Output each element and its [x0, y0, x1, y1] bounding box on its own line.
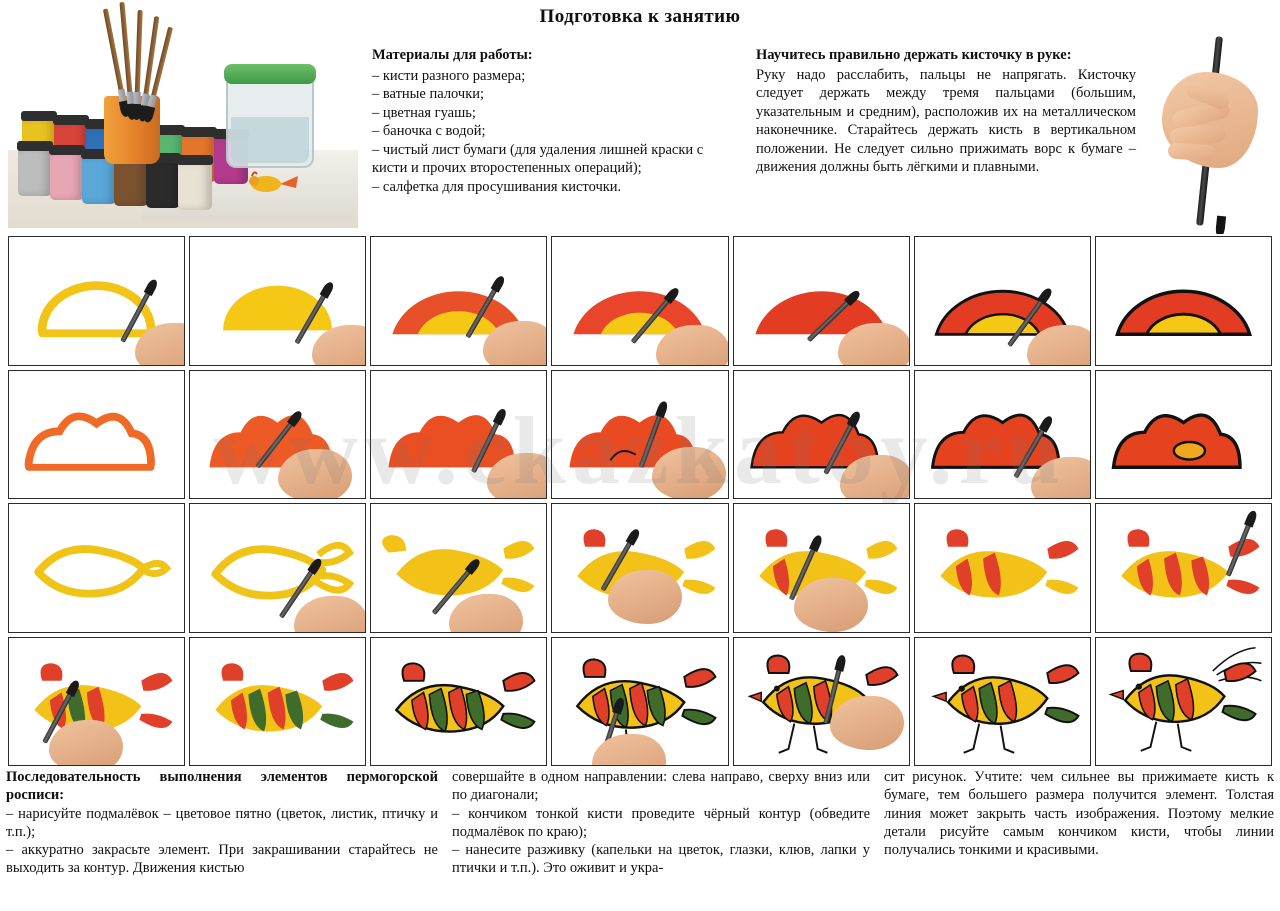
materials-block — [372, 46, 736, 196]
sequence-final-text: сит рисунок. Учтите: чем сильнее вы прижимаете кисть к бумаге, тем большего размера получится элемент. Толстая линия может закрыть часть изображения. Поэтому мелкие детали рисуйте самым кончиком кисти, чтобы линии получались тонкими и красивыми. — [884, 769, 1274, 859]
step-cell — [914, 503, 1091, 633]
gouache-jar — [18, 148, 52, 196]
step-number — [718, 488, 726, 497]
sequence-heading: Последовательность выполнения элементов пермогорской росписи: — [6, 769, 438, 804]
step-illustration — [915, 504, 1090, 630]
steps-grid — [8, 236, 1272, 766]
step-illustration — [9, 504, 184, 630]
hold-brush-block — [756, 46, 1136, 177]
list-item: – салфетка для просушивания кисточки. — [372, 178, 736, 197]
sequence-item: – кончиком тонкой кисти проведите чёрный контур (обведите подмалёвок по краю); — [452, 805, 870, 842]
sequence-item: – нанесите разживку (капельки на цветок, глазки, клюв, лапки у птички и т.п.). Это оживит и укра- — [452, 841, 870, 878]
step-cell — [1095, 370, 1272, 500]
step-cell — [551, 503, 728, 633]
step-cell — [733, 637, 910, 767]
step-illustration — [371, 638, 546, 764]
step-number — [178, 488, 182, 497]
water-jar — [226, 78, 314, 168]
water — [231, 117, 309, 163]
list-item: – кисти разного размера; — [372, 67, 736, 86]
hand-holding-brush-photo — [1140, 24, 1280, 234]
painted-bird-sample — [240, 168, 300, 198]
step-illustration — [190, 638, 365, 764]
step-number — [1080, 755, 1088, 764]
step-cell — [8, 637, 185, 767]
step-cell — [189, 503, 366, 633]
sequence-continuation: совершайте в одном направлении: слева направо, сверху вниз или по диагонали; — [452, 769, 870, 804]
step-number — [1080, 488, 1088, 497]
step-number — [899, 488, 907, 497]
step-cell — [1095, 503, 1272, 633]
step-cell — [914, 370, 1091, 500]
step-cell — [1095, 236, 1272, 366]
sequence-item: – нарисуйте подмалёвок – цветовое пятно (цветок, листик, птичку и т.п.); — [6, 805, 438, 842]
step-cell — [733, 503, 910, 633]
list-item: – чистый лист бумаги (для удаления лишней краски с кисти и прочих второстепенных операций); — [372, 141, 736, 178]
step-number — [1265, 355, 1269, 364]
step-cell — [914, 236, 1091, 366]
water-jar-cap — [224, 64, 316, 84]
hold-brush-paragraph: Руку надо расслабить, пальцы не напрягать. Кисточку следует держать между тремя пальцами (большим, указательным и средним), расположив их на металлическом наконечнике. Старайтесь держать кисть в вертикальном положении. Не следует сильно прижимать ворс к бумаге – движения должны быть лёгкими и плавными. — [756, 66, 1136, 176]
step-illustration — [1096, 638, 1271, 764]
mini-hand — [278, 449, 352, 500]
step-cell — [551, 637, 728, 767]
step-illustration — [9, 371, 184, 497]
step-number — [536, 488, 544, 497]
step-cell — [733, 236, 910, 366]
hold-brush-heading: Научитесь правильно держать кисточку в руке: — [756, 47, 1072, 63]
mini-hand — [794, 578, 868, 632]
step-cell — [8, 236, 185, 366]
step-cell — [370, 637, 547, 767]
step-cell — [8, 503, 185, 633]
step-number — [536, 622, 544, 631]
step-number — [540, 355, 544, 364]
step-number — [1261, 755, 1269, 764]
step-number — [1261, 488, 1269, 497]
step-number — [1261, 622, 1269, 631]
step-number — [1080, 622, 1088, 631]
materials-heading: Материалы для работы: — [372, 47, 533, 63]
bottom-column-2 — [452, 768, 870, 908]
step-number — [899, 622, 907, 631]
step-cell — [551, 236, 728, 366]
step-number — [355, 755, 363, 764]
mini-hand — [608, 570, 682, 624]
gouache-jar — [146, 160, 180, 208]
step-number — [903, 355, 907, 364]
supplies-photo — [8, 0, 358, 228]
list-item: – баночка с водой; — [372, 122, 736, 141]
step-number — [899, 755, 907, 764]
step-number — [174, 622, 182, 631]
step-cell — [370, 236, 547, 366]
bottom-column-1 — [6, 768, 438, 908]
step-cell — [8, 370, 185, 500]
step-cell — [370, 503, 547, 633]
step-cell — [189, 637, 366, 767]
step-number — [178, 355, 182, 364]
list-item: – цветная гуашь; — [372, 104, 736, 123]
step-illustration — [915, 638, 1090, 764]
bottom-column-3 — [884, 768, 1274, 908]
ring-finger — [1168, 142, 1217, 161]
sequence-item: – аккуратно закрасьте элемент. При закрашивании старайтесь не выходить за контур. Движения кистью — [6, 841, 438, 878]
gouache-jar — [114, 158, 148, 206]
step-number — [359, 355, 363, 364]
step-cell — [551, 370, 728, 500]
materials-list — [372, 67, 736, 197]
step-illustration — [1096, 371, 1271, 497]
step-number — [536, 755, 544, 764]
list-item: – ватные палочки; — [372, 85, 736, 104]
step-cell — [189, 236, 366, 366]
step-cell — [914, 637, 1091, 767]
mini-hand — [830, 696, 904, 750]
brush-tip — [1215, 216, 1226, 234]
page-title: Подготовка к занятию — [539, 6, 741, 27]
step-number — [718, 622, 726, 631]
gouache-jar — [50, 152, 84, 200]
step-number — [355, 622, 363, 631]
step-cell — [1095, 637, 1272, 767]
step-number — [722, 355, 726, 364]
mini-hand — [652, 447, 726, 500]
step-cell — [370, 370, 547, 500]
step-cell — [733, 370, 910, 500]
step-number — [359, 488, 363, 497]
step-number — [1084, 355, 1088, 364]
step-cell — [189, 370, 366, 500]
step-number — [718, 755, 726, 764]
bottom-text — [6, 768, 1274, 908]
step-number — [174, 755, 182, 764]
step-illustration — [1096, 237, 1271, 363]
gouache-jar — [178, 162, 212, 210]
